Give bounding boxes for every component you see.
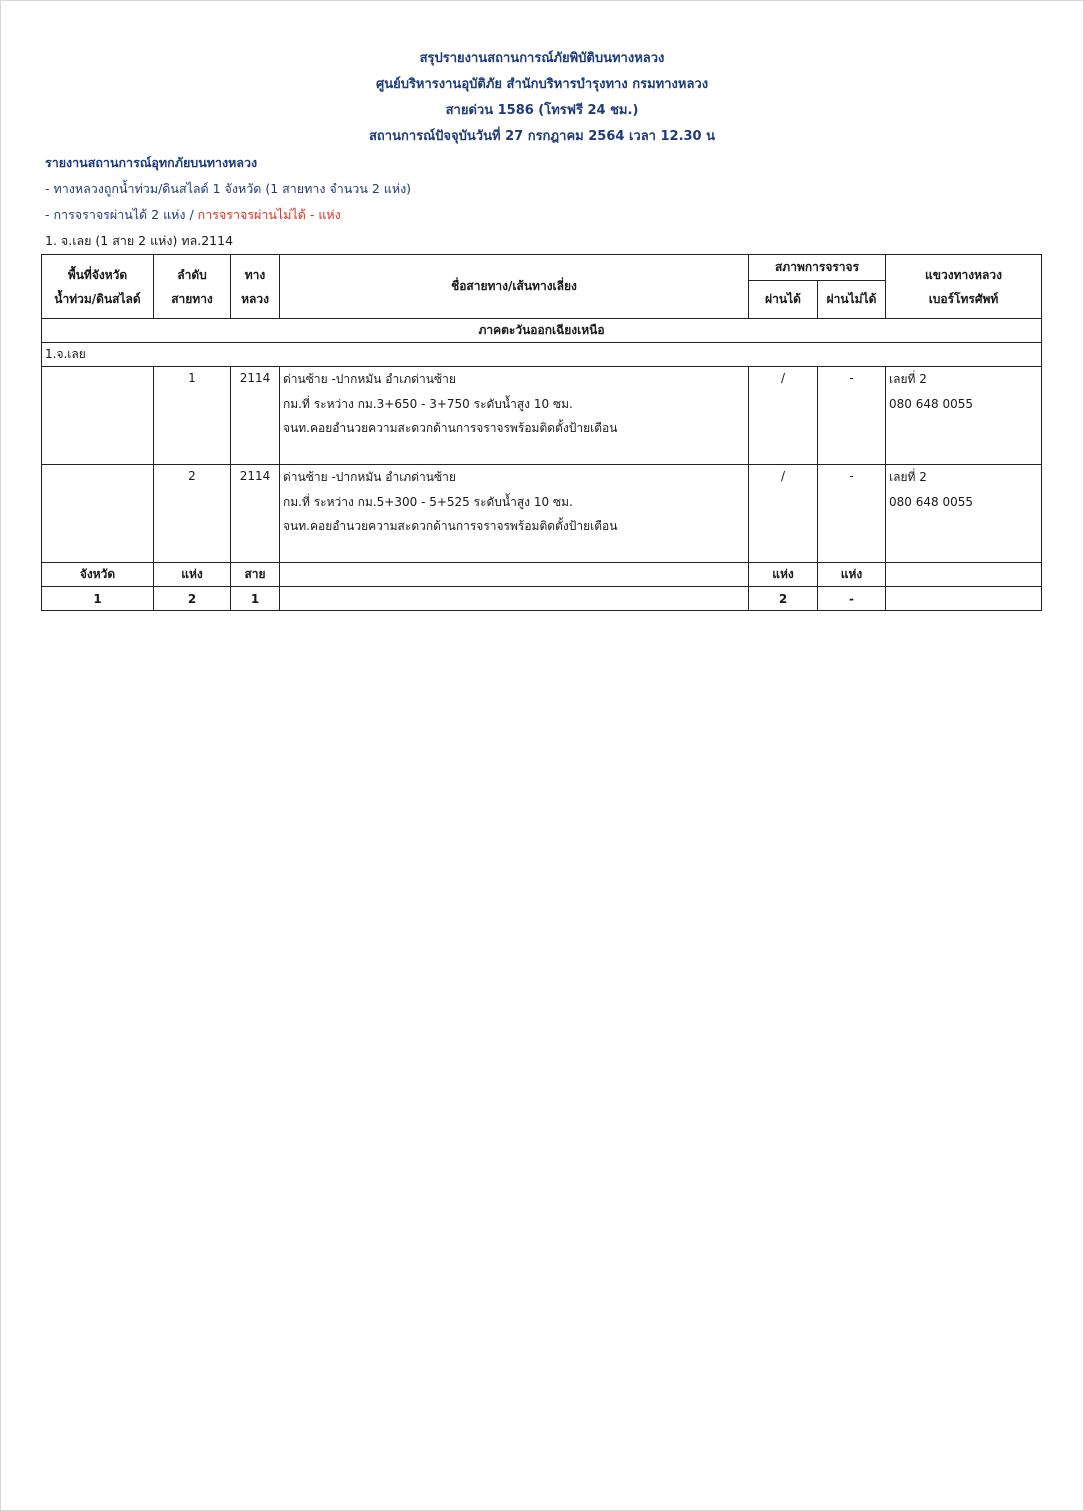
- route-line: กม.ที่ ระหว่าง กม.5+300 - 5+525 ระดับน้ำสูง 10 ซม.: [283, 494, 573, 509]
- summary-label-places: แห่ง: [154, 563, 231, 587]
- header-row-1: [42, 255, 1042, 281]
- district-phone: 080 648 0055: [889, 396, 973, 411]
- summary-label-province: จังหวัด: [42, 563, 154, 587]
- row-order: 1: [154, 367, 231, 465]
- table-row: [42, 367, 1042, 465]
- province-name: 1.จ.เลย: [42, 343, 1042, 367]
- header-highway-line1: ทาง: [244, 267, 266, 282]
- province-row: [42, 343, 1042, 367]
- header-impassable: ผ่านไม่ได้: [818, 281, 886, 319]
- row-route: [280, 465, 749, 563]
- header-area-line1: พื้นที่จังหวัด: [67, 267, 128, 282]
- impassable-text: การจราจรผ่านไม่ได้ - แห่ง: [197, 207, 341, 222]
- report-title-block: [0, 46, 1084, 150]
- header-district-line2: เบอร์โทรศัพท์: [928, 291, 999, 306]
- intro-heading: รายงานสถานการณ์อุทกภัยบนทางหลวง: [45, 155, 258, 170]
- route-line: ด่านซ้าย -ปากหมัน อำเภด่านซ้าย: [283, 470, 456, 484]
- row-district: [886, 465, 1042, 563]
- district-name: เลยที่ 2: [889, 372, 927, 386]
- intro-province-line: 1. จ.เลย (1 สาย 2 แห่ง) ทล.2114: [45, 233, 234, 248]
- row-passable: /: [749, 465, 818, 563]
- row-highway: 2114: [231, 465, 280, 563]
- report-agency: ศูนย์บริหารงานอุบัติภัย สำนักบริหารบำรุงทาง กรมทางหลวง: [375, 77, 709, 92]
- header-area-line2: น้ำท่วม/ดินสไลด์: [54, 291, 141, 306]
- header-route: ชื่อสายทาง/เส้นทางเลี่ยง: [280, 255, 749, 319]
- row-route: [280, 367, 749, 465]
- row-impassable: -: [818, 465, 886, 563]
- route-line: ด่านซ้าย -ปากหมัน อำเภด่านซ้าย: [283, 372, 456, 386]
- passable-text: - การจราจรผ่านได้ 2 แห่ง /: [45, 207, 198, 222]
- route-line: จนท.คอยอำนวยความสะดวกด้านการจราจรพร้อมติดตั้งป้ายเตือน: [283, 519, 618, 533]
- header-district-line1: แขวงทางหลวง: [925, 267, 1002, 282]
- header-order-line1: ลำดับ: [177, 267, 207, 282]
- summary-label-routes: สาย: [231, 563, 280, 587]
- report-title: สรุปรายงานสถานการณ์ภัยพิบัติบนทางหลวง: [419, 51, 665, 66]
- intro-summary: - ทางหลวงถูกน้ำท่วม/ดินสไลด์ 1 จังหวัด (1 สายทาง จำนวน 2 แห่ง): [45, 181, 412, 196]
- header-order-line2: สายทาง: [171, 291, 213, 306]
- summary-label-impassable: แห่ง: [818, 563, 886, 587]
- summary-label-blank: [280, 563, 749, 587]
- region-row: [42, 319, 1042, 343]
- row-order: 2: [154, 465, 231, 563]
- header-highway-line2: หลวง: [241, 291, 269, 306]
- summary-value-blank: [886, 587, 1042, 611]
- row-passable: /: [749, 367, 818, 465]
- row-impassable: -: [818, 367, 886, 465]
- summary-value-passable: 2: [749, 587, 818, 611]
- header-district: [886, 255, 1042, 319]
- row-area-cell: [42, 465, 154, 563]
- summary-label-blank: [886, 563, 1042, 587]
- summary-value-blank: [280, 587, 749, 611]
- row-district: [886, 367, 1042, 465]
- summary-value-impassable: -: [818, 587, 886, 611]
- header-passable: ผ่านได้: [749, 281, 818, 319]
- header-area: [42, 255, 154, 319]
- route-line: จนท.คอยอำนวยความสะดวกด้านการจราจรพร้อมติดตั้งป้ายเตือน: [283, 421, 618, 435]
- intro-traffic-status: [45, 202, 411, 228]
- report-datetime: สถานการณ์ปัจจุบันวันที่ 27 กรกฎาคม 2564 เวลา 12.30 น: [368, 129, 716, 144]
- header-traffic: สภาพการจราจร: [749, 255, 886, 281]
- report-hotline: สายด่วน 1586 (โทรฟรี 24 ชม.): [445, 103, 639, 118]
- district-phone: 080 648 0055: [889, 494, 973, 509]
- intro-section: [45, 150, 411, 254]
- district-name: เลยที่ 2: [889, 470, 927, 484]
- summary-value-routes: 1: [231, 587, 280, 611]
- row-area-cell: [42, 367, 154, 465]
- row-highway: 2114: [231, 367, 280, 465]
- route-line: กม.ที่ ระหว่าง กม.3+650 - 3+750 ระดับน้ำสูง 10 ซม.: [283, 396, 573, 411]
- region-name: ภาคตะวันออกเฉียงเหนือ: [42, 319, 1042, 343]
- header-order: [154, 255, 231, 319]
- summary-value-places: 2: [154, 587, 231, 611]
- summary-label-passable: แห่ง: [749, 563, 818, 587]
- summary-value-province: 1: [42, 587, 154, 611]
- summary-value-row: [42, 587, 1042, 611]
- table-row: [42, 465, 1042, 563]
- summary-label-row: [42, 563, 1042, 587]
- flood-report-table: [41, 254, 1042, 611]
- header-highway: [231, 255, 280, 319]
